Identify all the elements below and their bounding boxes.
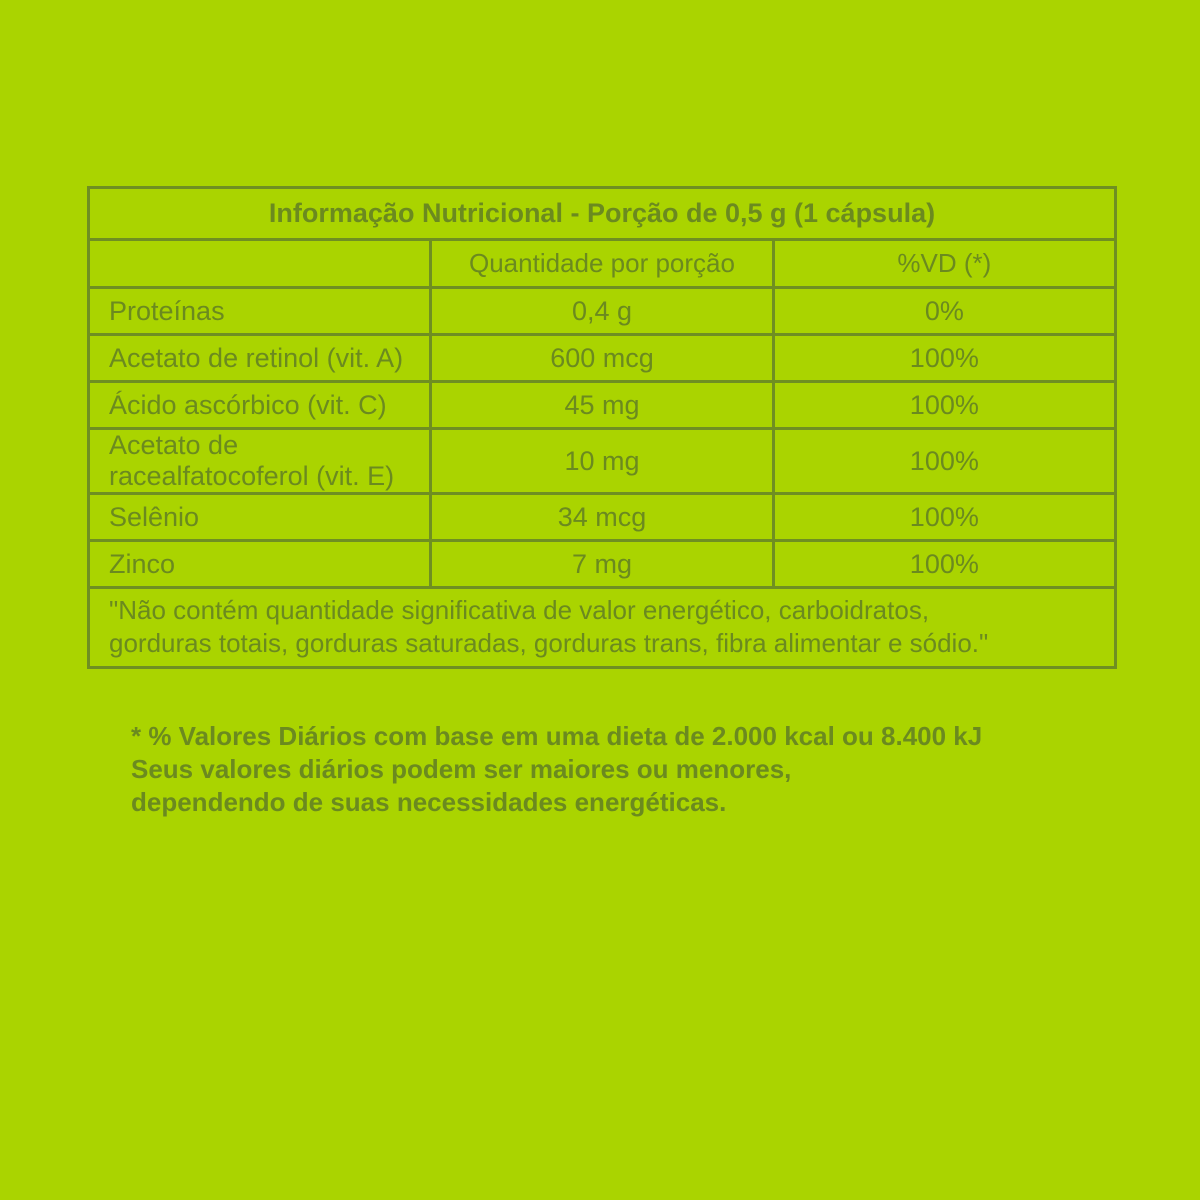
nutrient-vd: 100% — [773, 541, 1115, 588]
nutrient-name: Acetato de racealfatocoferol (vit. E) — [89, 429, 431, 494]
nutrient-vd: 100% — [773, 335, 1115, 382]
header-name — [89, 240, 431, 288]
footnote-line: dependendo de suas necessidades energéticas. — [131, 787, 727, 817]
nutrition-table — [87, 186, 1117, 669]
nutrient-vd: 100% — [773, 429, 1115, 494]
footnote-line: Seus valores diários podem ser maiores ou menores, — [131, 754, 792, 784]
daily-values-footnote — [131, 720, 1111, 819]
nutrient-quantity: 45 mg — [431, 382, 773, 429]
note-line: "Não contém quantidade significativa de valor energético, carboidratos, — [109, 594, 930, 625]
nutrient-name: Zinco — [89, 541, 431, 588]
table-title-row — [89, 188, 1116, 240]
table-row — [89, 494, 1116, 541]
footnote-line: * % Valores Diários com base em uma dieta de 2.000 kcal ou 8.400 kJ — [131, 721, 983, 751]
table-row — [89, 288, 1116, 335]
table-note — [89, 588, 1116, 668]
table-row — [89, 541, 1116, 588]
table-title: Informação Nutricional - Porção de 0,5 g (1 cápsula) — [89, 188, 1116, 240]
table-row — [89, 382, 1116, 429]
header-quantity: Quantidade por porção — [431, 240, 773, 288]
table-note-row — [89, 588, 1116, 668]
nutrient-vd: 0% — [773, 288, 1115, 335]
nutrient-quantity: 0,4 g — [431, 288, 773, 335]
nutrient-name: Acetato de retinol (vit. A) — [89, 335, 431, 382]
nutrient-vd: 100% — [773, 382, 1115, 429]
nutrient-name: Selênio — [89, 494, 431, 541]
header-vd: %VD (*) — [773, 240, 1115, 288]
nutrient-quantity: 10 mg — [431, 429, 773, 494]
nutrient-name: Proteínas — [89, 288, 431, 335]
nutrient-quantity: 7 mg — [431, 541, 773, 588]
nutrient-vd: 100% — [773, 494, 1115, 541]
nutrient-quantity: 34 mcg — [431, 494, 773, 541]
note-line: gorduras totais, gorduras saturadas, gorduras trans, fibra alimentar e sódio." — [109, 627, 989, 658]
table-row — [89, 335, 1116, 382]
table-header-row — [89, 240, 1116, 288]
nutrient-name: Ácido ascórbico (vit. C) — [89, 382, 431, 429]
nutrient-quantity: 600 mcg — [431, 335, 773, 382]
table-row — [89, 429, 1116, 494]
